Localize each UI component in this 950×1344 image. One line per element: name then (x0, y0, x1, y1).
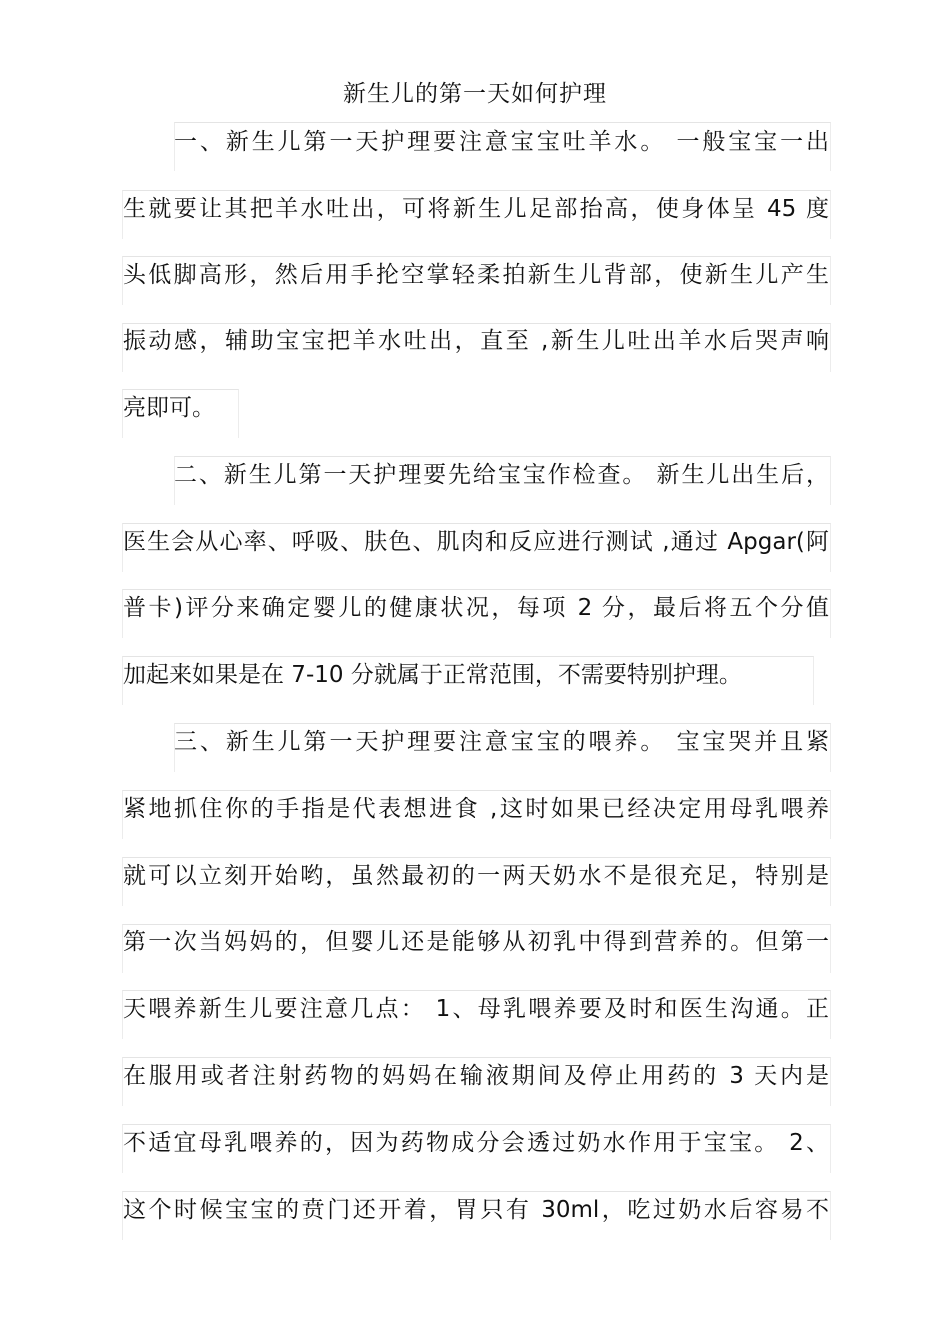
paragraph-3-line-2: 紧地抓住你的手指是代表想进食 ,这时如果已经决定用母乳喂养 (123, 796, 829, 822)
paragraph-3-line-3: 就可以立刻开始哟，虽然最初的一两天奶水不是很充足，特别是 (123, 863, 829, 889)
paragraph-3-line-5: 天喂养新生儿要注意几点： 1、母乳喂养要及时和医生沟通。正 (123, 996, 829, 1022)
paragraph-2-line-4: 加起来如果是在 7-10 分就属于正常范围，不需要特别护理。 (123, 662, 742, 688)
paragraph-3-line-7: 不适宜母乳喂养的，因为药物成分会透过奶水作用于宝宝。 2、 (123, 1130, 829, 1156)
paragraph-1-line-1: 一、新生儿第一天护理要注意宝宝吐羊水。 一般宝宝一出 (174, 129, 829, 155)
paragraph-2-line-3: 普卡)评分来确定婴儿的健康状况，每项 2 分，最后将五个分值 (123, 595, 829, 621)
paragraph-1-line-5: 亮即可。 (123, 395, 215, 421)
paragraph-3-line-8: 这个时候宝宝的贲门还开着，胃只有 30ml，吃过奶水后容易不 (123, 1197, 829, 1223)
paragraph-3-line-6: 在服用或者注射药物的妈妈在输液期间及停止用药的 3 天内是 (123, 1063, 829, 1089)
paragraph-1-line-2: 生就要让其把羊水吐出，可将新生儿足部抬高，使身体呈 45 度 (123, 196, 829, 222)
paragraph-3-line-1: 三、新生儿第一天护理要注意宝宝的喂养。 宝宝哭并且紧 (174, 729, 829, 755)
paragraph-3-line-4: 第一次当妈妈的，但婴儿还是能够从初乳中得到营养的。但第一 (123, 929, 829, 955)
page-title: 新生儿的第一天如何护理 (343, 81, 607, 107)
paragraph-2-line-2: 医生会从心率、呼吸、肤色、肌肉和反应进行测试 ,通过 Apgar(阿 (123, 529, 829, 555)
paragraph-1-line-3: 头低脚高形，然后用手抡空掌轻柔拍新生儿背部，使新生儿产生 (123, 262, 829, 288)
paragraph-2-line-1: 二、新生儿第一天护理要先给宝宝作检查。 新生儿出生后， (174, 462, 829, 488)
paragraph-1-line-4: 振动感，辅助宝宝把羊水吐出，直至 ,新生儿吐出羊水后哭声响 (123, 328, 829, 354)
